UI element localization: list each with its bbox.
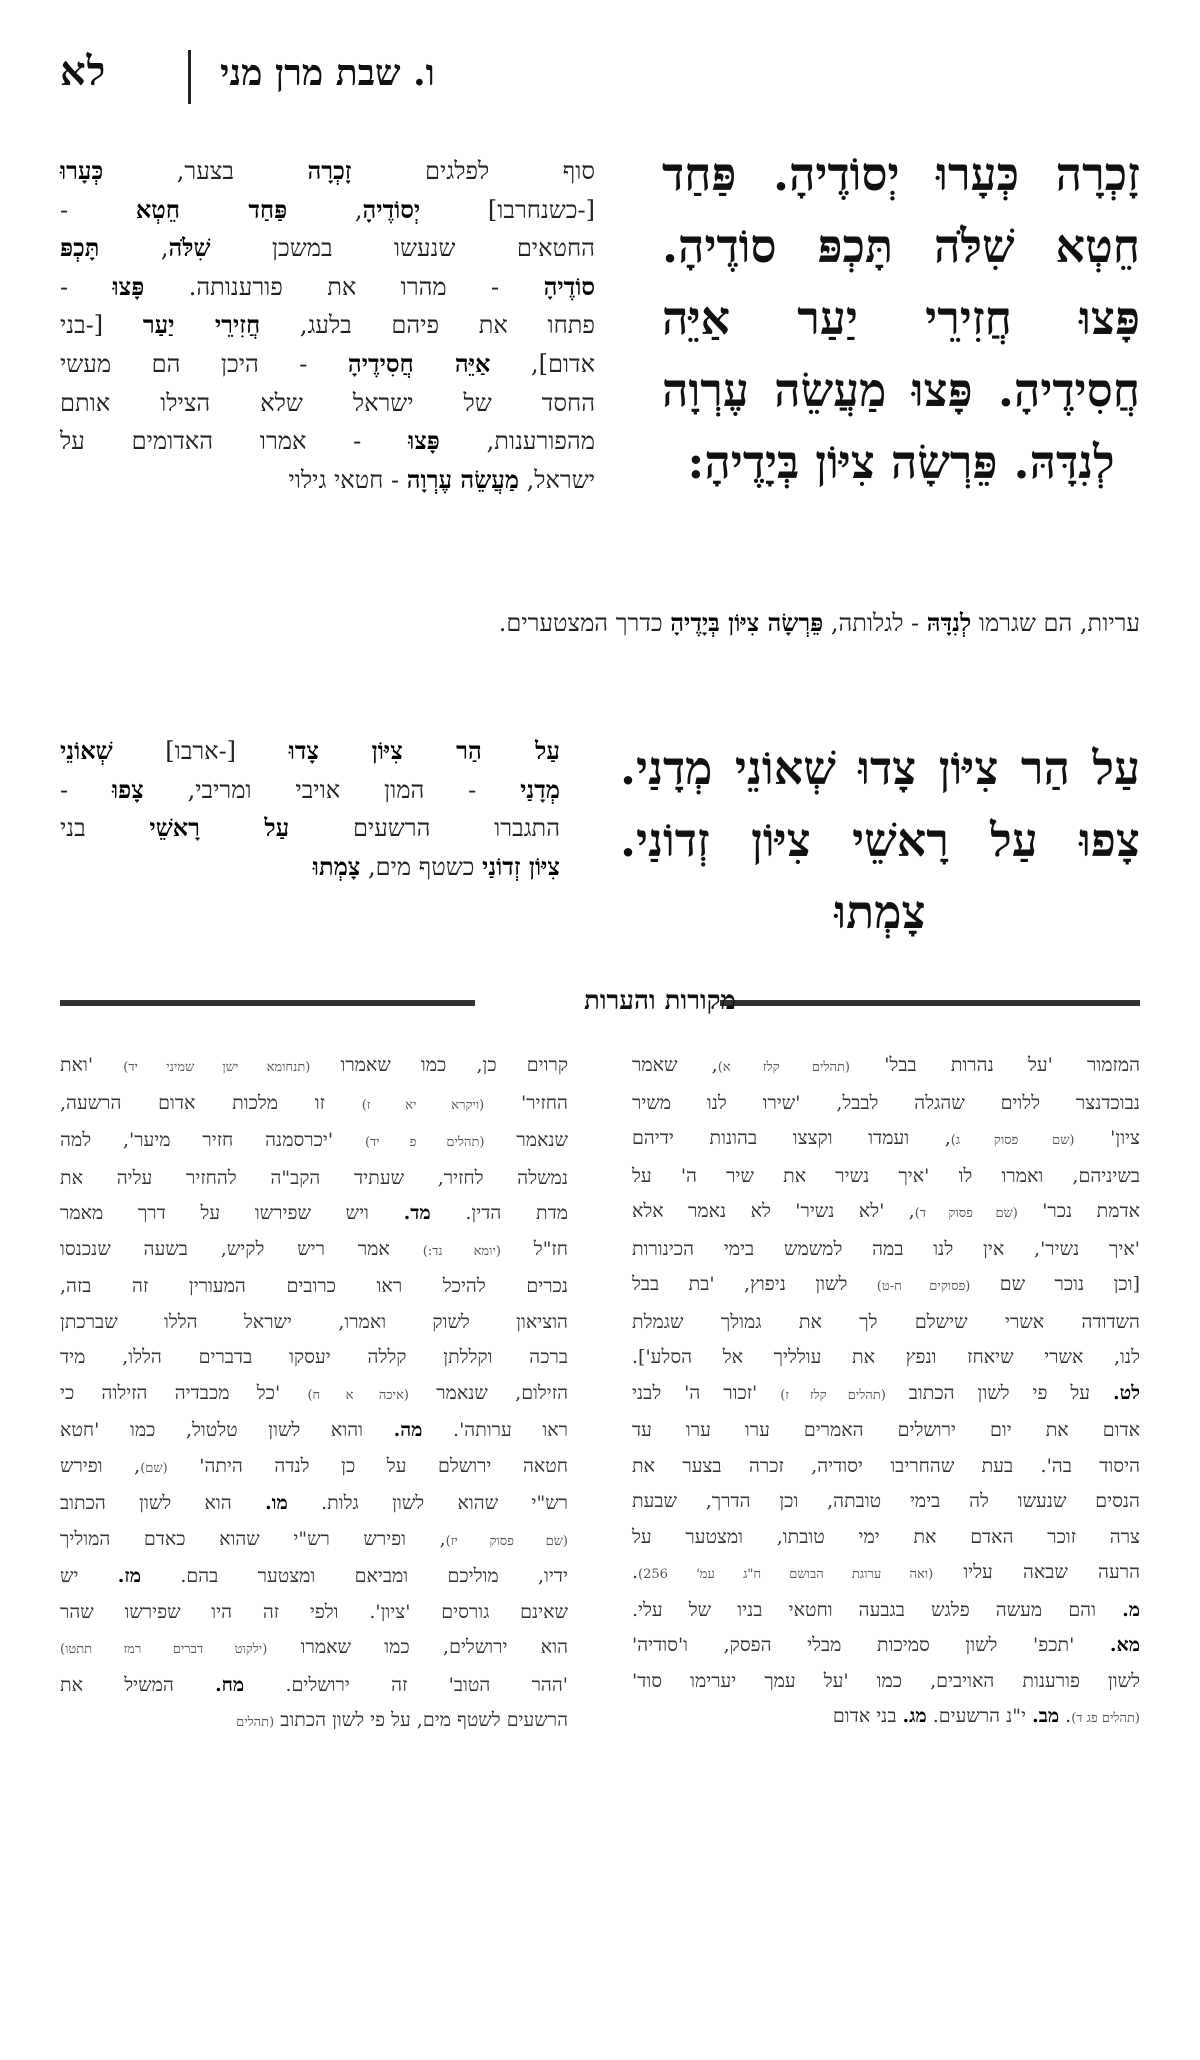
sources-divider — [60, 986, 1140, 1022]
text-line: עַל הַר צִיּוֹן צָדוּ [-ארבו] שְׁאוֹנֵי — [60, 736, 560, 765]
text-line: שנאמר (תהלים פ יד) 'יכרסמנה חזיר מיער', למה — [60, 1129, 568, 1151]
text-line: החטאים שנעשו במשכן שִׁלֹּה, תָּכְפּ — [60, 233, 595, 263]
text-line: [וכן נוכר שם (פסוקים ח-ט) לשון ניפוץ, 'בת בבל — [632, 1273, 1140, 1295]
text-line: חטאה ירושלם על כן לנדה היתה' (שם), ופירש — [60, 1454, 568, 1477]
text-line: מא. 'תכפ' לשון סמיכות מבלי הפסק, ו'סודיה' — [632, 1634, 1140, 1656]
text-line: נכרים להיכל ראו כרובים המעורין זה בזה, — [60, 1275, 568, 1297]
text-line: הרשעים לשטף מים, על פי לשון הכתוב (תהלים — [236, 1709, 568, 1731]
page-number: לא — [60, 48, 107, 95]
text-line: צִיּוֹן זְדוֹנַי כשטף מים, צָמְתוּ — [312, 851, 560, 881]
text-line: לשון פורענות האויבים, כמו 'על עמך יערימו סוד' — [632, 1669, 1140, 1692]
text-line: הזילום, שנאמר (איכה א ח) 'כל מכבדיה הזילוה כי — [60, 1381, 569, 1404]
running-header — [60, 48, 1140, 108]
divider-rule-left — [60, 1000, 475, 1006]
poem-verse-1: זָכְרָה כְּעָרוּ יְסוֹדֶיהָ. פַּחַד חֵטְא שִׁלֹּה תָּכְפּ סוֹדֶיהָ. פָּצוּ חֲזִירֵי יַעַר אַיֵּה חֲסִידֶיהָ. פָּצוּ מַעֲשֵׂה עֶרְוָה לְנִדָּהּ. פֵּרְשָׂה צִיּוֹן בְּיָדֶיהָ: — [662, 147, 1140, 489]
text-line: מדת הדין. מד. ויש שפירשו על דרך מאמר — [60, 1202, 569, 1224]
text-line: פתחו את פיהם בלעג, חֲזִירֵי יַעַר [-בני — [60, 310, 596, 340]
text-line: הוא ירושלים, כמו שאמרו (ילקוט דברים רמז תתטו) — [60, 1636, 568, 1658]
text-line: צרה זוכר האדם את ימי טובתו, ומצטער על — [632, 1525, 1140, 1548]
text-line: (שם פסוק יז), ופירש רש"י שהוא כאדם המוליך — [60, 1527, 568, 1550]
notes-right-column — [632, 1048, 1140, 1737]
text-line: [-כשנחרבו] יְסוֹדֶיהָ, פַּחַד חֵטְא - — [60, 194, 595, 224]
poem-verse-2: עַל הַר צִיּוֹן צָדוּ שְׁאוֹנֵי מְדָנַי. צָפוּ עַל רָאשֵׁי צִיּוֹן זְדוֹנַי. צָמְתוּ — [620, 741, 1140, 939]
text-line: סוֹדֶיהָ - מהרו את פורענותה. פָּצוּ - — [60, 271, 595, 301]
text-line: סוף לפלגים זָכְרָה בצער, כְּעָרוּ — [60, 156, 595, 185]
text-line: המזמור 'על נהרות בבל' (תהלים קלז א), שאמר — [632, 1054, 1141, 1076]
text-line: הוציאון לשוק ואמרו, ישראל הללו שברכתן — [60, 1310, 568, 1333]
text-line: בשיניהם, ואמרו לו 'איך נשיר את שיר ה' על — [632, 1164, 1140, 1187]
text-line: 'ההר הטוב' זה ירושלים. מח. המשיל את — [60, 1673, 568, 1696]
text-line: ראו ערותה'. מה. והוא לשון טלטול, כמו 'חטא — [60, 1419, 568, 1441]
text-line: הנסים שנעשו לה בימי טובתה, וכן הדרך, שבעת — [632, 1490, 1140, 1512]
text-line: לט. על פי לשון הכתוב (תהלים קלז ז) 'זכור ה' לבני — [632, 1381, 1140, 1404]
text-line: (תהלים פג ד). מב. י"נ הרשעים. מג. בני אדום — [832, 1705, 1140, 1727]
text-line: מהפורענות, פָּצוּ - אמרו האדומים על — [60, 426, 595, 456]
commentary-1 — [60, 152, 595, 499]
header-separator — [188, 50, 191, 104]
sources-heading: מקורות והערות — [584, 986, 736, 1016]
text-line: ידיו, מוליכם ומביאם ומצטער בהם. מז. יש — [60, 1565, 568, 1587]
text-line: קרוים כן, כמו שאמרו (תנחומא ישן שמיני יד) 'ואת — [60, 1054, 569, 1076]
text-line: שאינם גורסים 'ציון'. ולפי זה היו שפירשו שהר — [60, 1600, 568, 1623]
text-line: החזיר' (ויקרא יא ז) זו מלכות אדום הרשעה, — [60, 1091, 568, 1114]
commentary-2 — [60, 732, 560, 886]
text-line: אדום את יום ירושלים האמרים ערו ערו עד — [632, 1419, 1140, 1441]
text-line: השדודה אשרי שישלם לך את גמולך שגמלת — [632, 1310, 1140, 1333]
text-line: ציון' (שם פסוק ג), ועמדו וקצצו בהונות ידיהם — [632, 1127, 1140, 1149]
notes-left-column — [60, 1048, 568, 1741]
running-title: ו. שבת מרן מני — [220, 52, 435, 94]
text-line: נבוכדנצר ללוים שהגלה לבבל, 'שירו לנו משיר — [632, 1091, 1140, 1114]
text-line: אדום], אַיֵּה חֲסִידֶיהָ - היכן הם מעשי — [60, 348, 596, 378]
text-line: לנו, אשרי שיאחז ונפץ את עולליך אל הסלע']. — [632, 1346, 1140, 1368]
text-line: 'איך נשיר', אין לנו במה למשמש בימי הכינורות — [632, 1237, 1140, 1260]
text-line: מ. והם מעשה פלגש בגבעה וחטאי בניו של עלי. — [632, 1598, 1140, 1621]
text-line: הרעה שבאה עליו (ואה ערוגת הבושם ח"ג עמ' 256). — [632, 1561, 1140, 1583]
text-line: החסד של ישראל שלא הצילו אותם — [60, 388, 595, 417]
text-line: היסוד בה'. בעת שהחריבו יסודיה, זכרה בצער את — [632, 1454, 1140, 1477]
text-line: ישראל, מַעֲשֵׂה עֶרְוָה - חטאי גילוי — [288, 464, 595, 494]
commentary-1-continued: עריות, הם שגרמו לְנִדָּהּ - לגלותה, פֵּרְשָׂה צִיּוֹן בְּיָדֶיהָ כדרך המצטערים. — [498, 608, 1140, 637]
text-line: ברכה וקללתן קללה יעסקו בדברים הללו, מיד — [60, 1346, 568, 1368]
text-line: התגברו הרשעים עַל רָאשֵׁי בני — [60, 813, 560, 843]
text-line: רש"י שהוא לשון גלות. מו. הוא לשון הכתוב — [60, 1492, 568, 1514]
text-line: אדמת נכר' (שם פסוק ד), 'לא נשיר' לא נאמר אלא — [632, 1200, 1140, 1222]
text-line: נמשלה לחזיר, שעתיד הקב"ה להחזיר עליה את — [60, 1166, 568, 1189]
text-line: חז"ל (יומא נד:) אמר ריש לקיש, בשעה שנכנסו — [60, 1237, 568, 1260]
text-line: מְדָנַי - המון אויבי ומריבי, צָפוּ - — [60, 774, 560, 804]
